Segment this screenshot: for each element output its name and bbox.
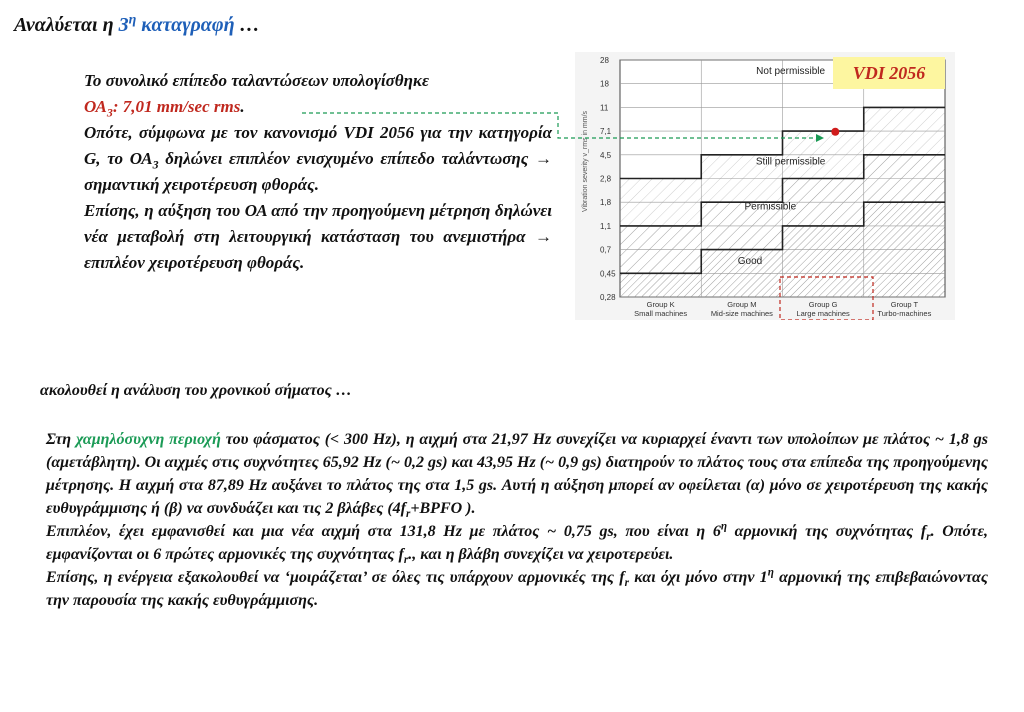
group-desc: Large machines <box>796 309 850 318</box>
intro-text <box>84 68 552 276</box>
y-tick-label: 4,5 <box>600 150 612 160</box>
b-sub2: r <box>403 554 409 567</box>
oa-dot: . <box>240 97 245 116</box>
group-name: Group K <box>646 300 675 309</box>
y-tick-label: 7,1 <box>600 127 612 137</box>
y-tick-label: 28 <box>600 56 609 65</box>
y-tick-label: 2,8 <box>600 174 612 184</box>
arrow-icon: → <box>535 227 552 246</box>
c1: Επίσης, η ενέργεια εξακολουθεί να ‘μοιράζεται’ σε όλες τις υπάρχουν αρμονικές της f <box>46 569 625 586</box>
intro-paragraph-3 <box>84 198 552 276</box>
intro-line-1: Το συνολικό επίπεδο ταλαντώσεων υπολογίσθηκε <box>84 71 429 90</box>
title-number <box>119 14 235 36</box>
group-desc: Mid-size machines <box>710 309 773 318</box>
a3: +BPFO ). <box>410 500 476 517</box>
title-text: Αναλύεται η <box>14 14 119 36</box>
title-post: καταγραφή <box>136 14 235 36</box>
p2-sub: 3 <box>152 157 159 172</box>
b-sub: r <box>926 531 931 544</box>
a1: Στη <box>46 431 76 448</box>
y-tick-label: 0,45 <box>600 269 616 279</box>
zone-label: Still permissible <box>755 156 826 168</box>
c-sub: r <box>624 577 629 590</box>
body-paragraph-1 <box>46 428 988 520</box>
group-name: Group G <box>808 300 838 309</box>
analysis-text <box>46 428 988 612</box>
b4: ., και η βλάβη συνεχίζει να χειροτερεύει. <box>408 546 674 563</box>
body-paragraph-3 <box>46 566 988 612</box>
y-tick-label: 1,8 <box>600 198 612 208</box>
title-num: 3 <box>118 14 129 36</box>
zone-label: Good <box>737 255 763 267</box>
p2-b: δηλώνει επιπλέον ενισχυμένο επίπεδο ταλάντωσης <box>158 149 536 168</box>
oa-label: ΟΑ <box>84 97 107 116</box>
chart-plot <box>620 60 945 297</box>
group-desc: Small machines <box>634 309 688 318</box>
y-tick-label: 11 <box>600 103 609 113</box>
c3: αρμονική της επιβεβαιώνοντας την παρουσία της κακής ευθυγράμμισης. <box>46 569 989 609</box>
p3-a: Επίσης, η αύξηση του ΟΑ από την προηγούμενη μέτρηση δηλώνει νέα μεταβολή στη λειτουργική κατάσταση του ανεμιστήρα <box>84 201 552 246</box>
b3: . Οπότε, εμφανίζονται οι 6 πρώτες αρμονικές της συχνότητας f <box>46 523 989 563</box>
title-sup: η <box>128 12 137 28</box>
y-tick-label: 0,7 <box>600 245 612 255</box>
arrow-head-icon <box>816 134 824 142</box>
y-tick-label: 18 <box>600 79 609 89</box>
a-sub: r <box>406 508 411 521</box>
y-axis-label: Vibration severity v_rms in mm/s <box>582 110 589 212</box>
zone-good <box>783 226 864 297</box>
arrow-icon: → <box>535 149 553 168</box>
p3-b: επιπλέον χειροτέρευση φθοράς. <box>84 253 305 272</box>
title-dots: … <box>234 14 260 36</box>
body-paragraph-2 <box>46 520 988 566</box>
b1: Επιπλέον, έχει εμφανισθεί και μια νέα αιχμή στα 131,8 Hz με πλάτος ~ 0,75 gs, που είναι η 6 <box>46 523 721 540</box>
oa-sub: 3 <box>106 105 113 120</box>
a2: του φάσματος (< 300 Hz), η αιχμή στα 21,97 Hz συνεχίζει να κυριαρχεί έναντι των υπολοίπων με πλάτος ~ 1,8 gs (αμετάβλητη). Οι αιχμές στις συχνότητες 65,92 Hz (~ 0,2 gs) και 43,95 Hz (~ 0,9 gs) διατηρούν το πλάτος τους στα επίπεδα της προηγούμενης μέτρησης. Η αιχμή στα 87,89 Hz αυξάνει το πλάτος της στα 1,5 gs. Αυτή η αύξηση μπορεί αν οφείλεται (α) μόνο σε χειροτέρευση της κακής ευθυγράμμισης ή (β) να συνδυάζει και τις 2 βλάβες (4f <box>46 431 988 517</box>
page-title <box>14 14 260 37</box>
oa-number: : 7,01 mm/sec rms <box>112 97 241 116</box>
vdi-2056-chart <box>575 52 955 320</box>
section-lead: ακολουθεί η ανάλυση του χρονικού σήματος … <box>40 382 352 399</box>
group-name: Group T <box>890 300 919 309</box>
group-name: Group M <box>727 300 757 309</box>
group-desc: Turbo-machines <box>877 309 932 318</box>
zone-label: Permissible <box>744 201 797 213</box>
zone-good <box>620 273 701 297</box>
vdi-badge-text: VDI 2056 <box>852 63 926 83</box>
c2: και όχι μόνο στην 1 <box>628 569 768 586</box>
oa-value <box>84 97 241 120</box>
a-green: χαμηλόσυχνη περιοχή <box>75 431 221 448</box>
p2-c: σημαντική χειροτέρευση φθοράς. <box>84 175 319 194</box>
b-sup: η <box>720 520 727 533</box>
y-tick-label: 0,28 <box>600 293 616 302</box>
b2: αρμονική της συχνότητας f <box>727 523 927 540</box>
connector-arrow <box>300 105 860 145</box>
connector-line <box>302 113 816 138</box>
zone-label: Not permissible <box>756 66 826 78</box>
y-tick-label: 1,1 <box>600 221 612 231</box>
c-sup: η <box>767 566 774 579</box>
p2-a: Οπότε, σύμφωνα με τον κανονισμό VDI 2056 για την κατηγορία G, το ΟΑ <box>84 123 552 168</box>
